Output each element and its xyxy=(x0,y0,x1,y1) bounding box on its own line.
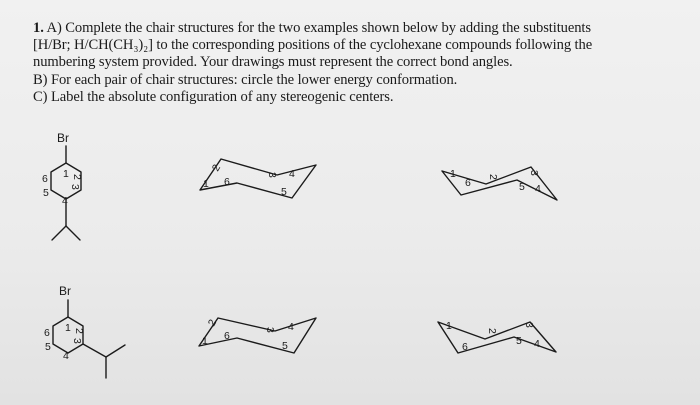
tl-num-3: 3 xyxy=(266,172,278,178)
tl-num-4: 4 xyxy=(289,168,295,180)
tl-num-2: 2 xyxy=(209,162,224,174)
top-ring-num-2: 2 xyxy=(71,174,83,180)
tr-num-6: 6 xyxy=(465,177,471,189)
tl-num-1: 1 xyxy=(203,178,209,190)
top-ring-num-4: 4 xyxy=(62,195,68,207)
br-num-5: 5 xyxy=(516,335,522,347)
bl-num-4: 4 xyxy=(288,321,294,333)
tl-num-5: 5 xyxy=(281,186,287,198)
top-ring-num-5: 5 xyxy=(43,187,49,199)
br-num-2: 2 xyxy=(486,328,498,334)
bl-num-2: 2 xyxy=(205,317,220,329)
tr-num-2: 2 xyxy=(487,174,499,180)
part-c-text: C) Label the absolute configuration of any stereogenic centers. xyxy=(33,88,394,105)
br-num-1: 1 xyxy=(446,320,452,332)
bl-num-3: 3 xyxy=(264,327,276,333)
chair-top-left xyxy=(200,159,316,198)
bottom-ring-num-4: 4 xyxy=(63,350,69,362)
question-line-3: numbering system provided. Your drawings must represent the correct bond angles. xyxy=(33,54,513,71)
part-b-text: B) For each pair of chair structures: circle the lower energy conformation. xyxy=(33,71,458,88)
br-num-6: 6 xyxy=(462,341,468,353)
br-num-4: 4 xyxy=(534,338,540,350)
br-num-3: 3 xyxy=(523,322,535,328)
top-br-label: Br xyxy=(57,131,69,145)
tl-num-6: 6 xyxy=(224,176,230,188)
bottom-ring-num-1: 1 xyxy=(65,322,71,334)
tr-num-3: 3 xyxy=(528,170,540,176)
question-number: 1. xyxy=(33,20,44,36)
bl-num-6: 6 xyxy=(224,330,230,342)
bottom-isopropyl-methyl-upper xyxy=(106,345,125,357)
bl-num-1: 1 xyxy=(202,335,208,347)
bottom-hexagon-molecule xyxy=(53,300,125,378)
tr-num-1: 1 xyxy=(450,168,456,180)
part-a-text: Complete the chair structures for the two examples shown below by adding the substituents xyxy=(65,20,591,36)
tr-num-5: 5 xyxy=(519,181,525,193)
bottom-isopropyl-bond xyxy=(83,344,106,357)
top-isopropyl-methyl-right xyxy=(66,226,80,240)
bottom-ring-num-3: 3 xyxy=(71,338,83,344)
top-ring-num-1: 1 xyxy=(63,168,69,180)
tr-num-4: 4 xyxy=(535,183,541,195)
bl-num-5: 5 xyxy=(282,340,288,352)
part-a-label: A) xyxy=(46,20,62,36)
bottom-ring-num-2: 2 xyxy=(73,328,85,334)
bottom-ring-num-5: 5 xyxy=(45,341,51,353)
top-ring-num-3: 3 xyxy=(69,184,81,190)
top-ring-num-6: 6 xyxy=(42,173,48,185)
bottom-br-label: Br xyxy=(59,284,71,298)
top-hexagon-molecule xyxy=(51,146,81,240)
bottom-ring-num-6: 6 xyxy=(44,327,50,339)
question-line-2: [H/Br; H/CH(CH₃)₂] to the corresponding positions of the cyclohexane compounds following the xyxy=(33,37,593,54)
top-isopropyl-methyl-left xyxy=(52,226,66,240)
